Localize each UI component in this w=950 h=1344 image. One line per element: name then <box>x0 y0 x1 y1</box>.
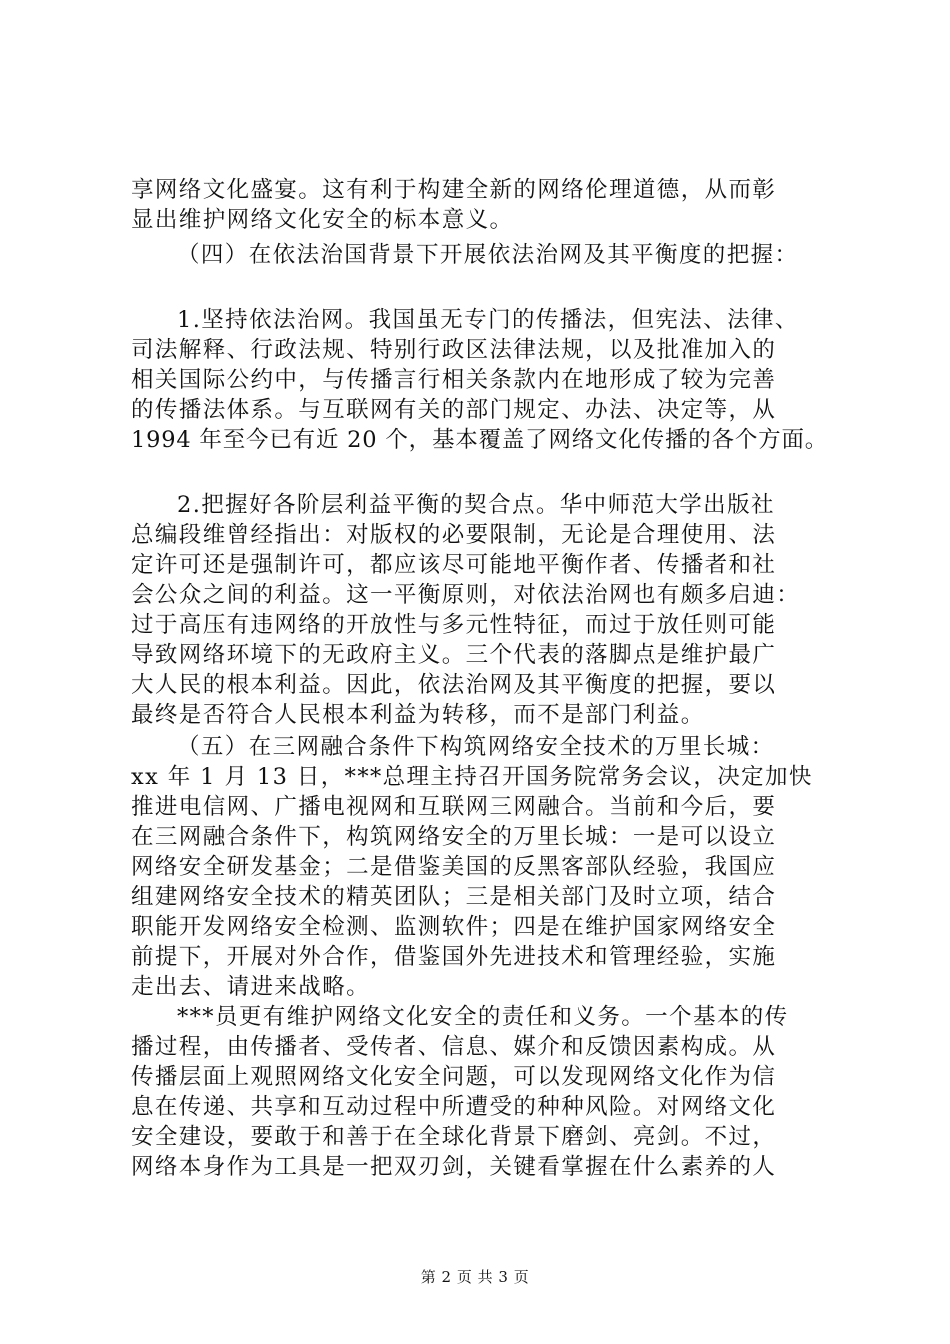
body-text-line: 定许可还是强制许可，都应该尽可能地平衡作者、传播者和社 <box>131 552 777 578</box>
body-text-line: 过于高压有违网络的开放性与多元性特征，而过于放任则可能 <box>131 612 777 638</box>
body-text-line: 网络安全研发基金；二是借鉴美国的反黑客部队经验，我国应 <box>131 854 777 880</box>
section-heading-5: （五）在三网融合条件下构筑网络安全技术的万里长城： <box>177 734 775 760</box>
body-text-line: 总编段维曾经指出：对版权的必要限制，无论是合理使用、法 <box>131 522 777 548</box>
body-text-line: 走出去、请进来战略。 <box>131 974 371 1000</box>
page-footer: 第 2 页 共 3 页 <box>420 1268 530 1286</box>
body-text-line: 组建网络安全技术的精英团队；三是相关部门及时立项，结合 <box>131 884 777 910</box>
body-text-line: 大人民的根本利益。因此，依法治网及其平衡度的把握，要以 <box>131 672 777 698</box>
body-text-line: 网络本身作为工具是一把双刃剑，关键看掌握在什么素养的人 <box>131 1154 777 1180</box>
body-text-line: 播过程，由传播者、受传者、信息、媒介和反馈因素构成。从 <box>131 1034 777 1060</box>
body-text-line: 会公众之间的利益。这一平衡原则，对依法治网也有颇多启迪： <box>131 582 801 608</box>
body-text-line: xx 年 1 月 13 日，***总理主持召开国务院常务会议，决定加快 <box>131 764 813 790</box>
body-text-line: 推进电信网、广播电视网和互联网三网融合。当前和今后，要 <box>131 794 777 820</box>
body-text-line: 传播层面上观照网络文化安全问题，可以发现网络文化作为信 <box>131 1064 777 1090</box>
body-text-line: 享网络文化盛宴。这有利于构建全新的网络伦理道德，从而彰 <box>131 177 777 203</box>
body-text-line: 的传播法体系。与互联网有关的部门规定、办法、决定等，从 <box>131 397 777 423</box>
body-text-line: 1.坚持依法治网。我国虽无专门的传播法，但宪法、法律、 <box>177 307 799 333</box>
body-text-line: 1994 年至今已有近 20 个，基本覆盖了网络文化传播的各个方面。 <box>131 427 829 453</box>
body-text-line: 导致网络环境下的无政府主义。三个代表的落脚点是维护最广 <box>131 642 777 668</box>
body-text-line: 相关国际公约中，与传播言行相关条款内在地形成了较为完善 <box>131 367 777 393</box>
body-text-line: ***员更有维护网络文化安全的责任和义务。一个基本的传 <box>177 1004 789 1030</box>
body-text-line: 显出维护网络文化安全的标本意义。 <box>131 207 514 233</box>
body-text-line: 2.把握好各阶层利益平衡的契合点。华中师范大学出版社 <box>177 492 775 518</box>
body-text-line: 前提下，开展对外合作，借鉴国外先进技术和管理经验，实施 <box>131 944 777 970</box>
body-text-line: 司法解释、行政法规、特别行政区法律法规，以及批准加入的 <box>131 337 777 363</box>
body-text-line: 在三网融合条件下，构筑网络安全的万里长城：一是可以设立 <box>131 824 777 850</box>
body-text-line: 职能开发网络安全检测、监测软件；四是在维护国家网络安全 <box>131 914 777 940</box>
section-heading-4: （四）在依法治国背景下开展依法治网及其平衡度的把握： <box>177 242 799 268</box>
body-text-line: 息在传递、共享和互动过程中所遭受的种种风险。对网络文化 <box>131 1094 777 1120</box>
body-text-line: 最终是否符合人民根本利益为转移，而不是部门利益。 <box>131 702 705 728</box>
body-text-line: 安全建设，要敢于和善于在全球化背景下磨剑、亮剑。不过， <box>131 1124 777 1150</box>
